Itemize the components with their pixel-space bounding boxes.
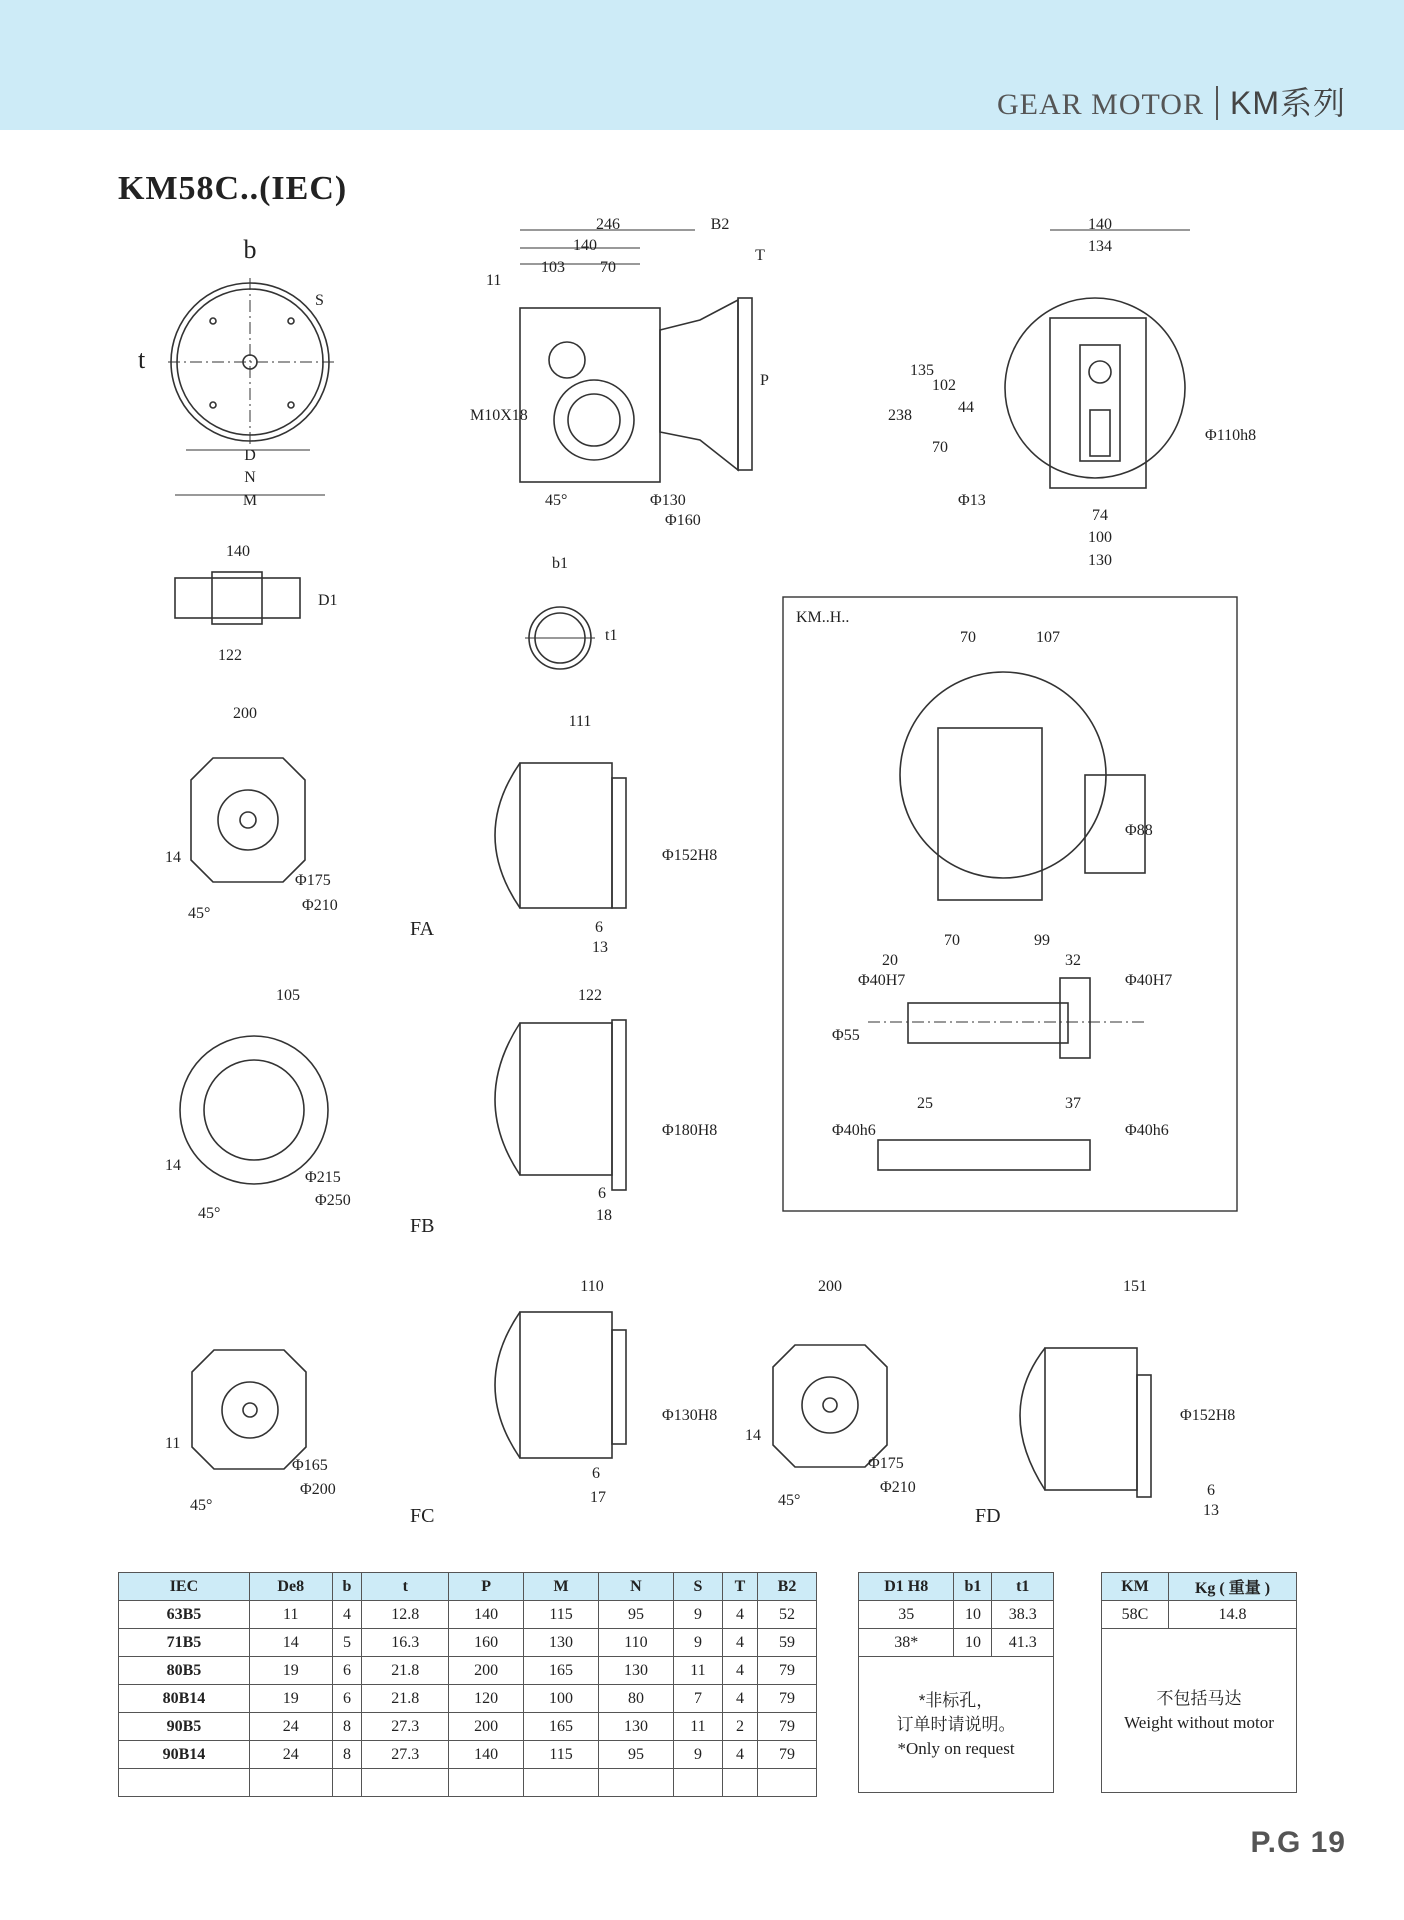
- bore-table-header-row: [859, 1573, 1054, 1601]
- iec-cell: 21.8: [362, 1685, 449, 1713]
- fa-side-dim-6: 6: [595, 919, 603, 936]
- iec-table: [118, 1572, 817, 1797]
- iec-cell: 11: [673, 1657, 722, 1685]
- end-dim-238: 238: [888, 407, 912, 424]
- fa-side-drawing: [495, 763, 626, 908]
- iec-cell: 63B5: [119, 1601, 250, 1629]
- iec-cell: 16.3: [362, 1629, 449, 1657]
- model-title: KM58C..(IEC): [118, 170, 348, 207]
- end-dim-d110h8: Φ110h8: [1205, 427, 1257, 444]
- weight-cell: 14.8: [1169, 1601, 1297, 1629]
- hole-dim-b1: b1: [552, 555, 568, 572]
- fa-side-dim-d152h8: Φ152H8: [662, 847, 718, 864]
- kmh-dim-d40h7-left: Φ40H7: [858, 972, 906, 989]
- weight-table: [1101, 1572, 1297, 1793]
- iec-cell: 71B5: [119, 1629, 250, 1657]
- bore-cell: 35: [859, 1601, 954, 1629]
- end-dim-74: 74: [1092, 507, 1108, 524]
- table-row: [119, 1741, 817, 1769]
- kmh-dim-20: 20: [882, 952, 898, 969]
- iec-cell: 4: [723, 1629, 758, 1657]
- iec-col-de8: De8: [249, 1573, 332, 1601]
- iec-cell: 11: [673, 1713, 722, 1741]
- iec-cell: 79: [757, 1713, 816, 1741]
- side-dim-11: 11: [486, 272, 502, 289]
- end-view-drawing: [1005, 230, 1190, 488]
- fd-side-dim-13: 13: [1203, 1502, 1219, 1519]
- fc-side-dim-17: 17: [590, 1489, 606, 1506]
- table-row: [119, 1629, 817, 1657]
- end-dim-134: 134: [1088, 238, 1112, 255]
- table-row: [119, 1657, 817, 1685]
- weight-note-cn: 不包括马达: [1156, 1688, 1242, 1708]
- iec-cell: 130: [599, 1657, 674, 1685]
- fb-flange-dim-14: 14: [165, 1157, 181, 1174]
- iec-col-t2: T: [723, 1573, 758, 1601]
- end-dim-130: 130: [1088, 552, 1112, 569]
- iec-cell: 4: [332, 1601, 362, 1629]
- table-row: [119, 1685, 817, 1713]
- iec-col-n: N: [599, 1573, 674, 1601]
- iec-col-s: S: [673, 1573, 722, 1601]
- fb-side-dim-122: 122: [578, 987, 602, 1004]
- bore-note: [859, 1657, 1054, 1793]
- fa-flange-dim-d175: Φ175: [295, 872, 331, 889]
- iec-col-t: t: [362, 1573, 449, 1601]
- header-title-text: GEAR MOTOR: [997, 88, 1204, 121]
- iec-cell: 90B14: [119, 1741, 250, 1769]
- side-dim-m10x18: M10X18: [470, 407, 528, 424]
- iec-cell: 95: [599, 1741, 674, 1769]
- iec-col-m: M: [524, 1573, 599, 1601]
- kmh-dim-d55: Φ55: [832, 1027, 860, 1044]
- fa-side-dim-111: 111: [568, 713, 592, 730]
- iec-col-b: b: [332, 1573, 362, 1601]
- kmh-drawing: [868, 672, 1145, 1170]
- iec-cell: 6: [332, 1685, 362, 1713]
- page-number: P.G 19: [1250, 1826, 1346, 1859]
- kmh-dim-107: 107: [1036, 629, 1060, 646]
- fd-label: FD: [975, 1505, 1001, 1527]
- front-dim-n: N: [244, 469, 256, 486]
- iec-cell: 200: [449, 1657, 524, 1685]
- iec-cell: 95: [599, 1601, 674, 1629]
- fc-flange-dim-11: 11: [165, 1435, 181, 1452]
- bore-note-cn-1: *非标孔，: [918, 1690, 994, 1710]
- iec-cell: 24: [249, 1741, 332, 1769]
- iec-cell: 59: [757, 1629, 816, 1657]
- iec-cell: 4: [723, 1601, 758, 1629]
- fd-flange-drawing: [773, 1345, 887, 1467]
- shaft-dim-122: 122: [218, 647, 242, 664]
- fa-label: FA: [410, 918, 435, 940]
- kmh-dim-37: 37: [1065, 1095, 1081, 1112]
- iec-cell: 200: [449, 1713, 524, 1741]
- fc-label: FC: [410, 1505, 435, 1527]
- side-dim-140: 140: [573, 237, 597, 254]
- fc-flange-dim-d165: Φ165: [292, 1457, 328, 1474]
- iec-cell: 130: [524, 1629, 599, 1657]
- iec-cell: 110: [599, 1629, 674, 1657]
- iec-cell: 80B5: [119, 1657, 250, 1685]
- iec-table-header-row: [119, 1573, 817, 1601]
- bore-cell: 38*: [859, 1629, 954, 1657]
- fa-side-dim-13: 13: [592, 939, 608, 956]
- weight-note: [1102, 1629, 1297, 1793]
- fb-side-drawing: [495, 1020, 626, 1190]
- kmh-dim-d88: Φ88: [1125, 822, 1153, 839]
- fc-side-dim-110: 110: [580, 1278, 604, 1295]
- end-dim-44: 44: [958, 399, 974, 416]
- iec-cell: 4: [723, 1685, 758, 1713]
- table-row: [119, 1713, 817, 1741]
- fb-flange-dim-d215: Φ215: [305, 1169, 341, 1186]
- weight-cell: 58C: [1102, 1601, 1169, 1629]
- bore-cell: 10: [954, 1601, 992, 1629]
- bore-col-t1: t1: [992, 1573, 1054, 1601]
- front-dim-m: M: [242, 492, 258, 509]
- iec-cell: 2: [723, 1713, 758, 1741]
- iec-cell: 5: [332, 1629, 362, 1657]
- side-dim-d130: Φ130: [650, 492, 686, 509]
- iec-cell: 9: [673, 1601, 722, 1629]
- fb-flange-dim-d250: Φ250: [315, 1192, 351, 1209]
- side-dim-70: 70: [600, 259, 616, 276]
- iec-cell: 21.8: [362, 1657, 449, 1685]
- bore-table: [858, 1572, 1054, 1793]
- fc-side-dim-6: 6: [592, 1465, 600, 1482]
- iec-cell: 24: [249, 1713, 332, 1741]
- iec-cell: 27.3: [362, 1713, 449, 1741]
- iec-cell: 80B14: [119, 1685, 250, 1713]
- fd-side-dim-d152h8: Φ152H8: [1180, 1407, 1236, 1424]
- kmh-dim-d40h7-right: Φ40H7: [1125, 972, 1173, 989]
- kmh-dim-99: 99: [1034, 932, 1050, 949]
- fb-flange-drawing: [180, 1036, 328, 1184]
- end-dim-140: 140: [1088, 216, 1112, 233]
- fa-flange-dim-14: 14: [165, 849, 181, 866]
- fa-flange-drawing: [191, 758, 305, 882]
- fc-flange-dim-d200: Φ200: [300, 1481, 336, 1498]
- iec-cell: 12.8: [362, 1601, 449, 1629]
- end-dim-70: 70: [932, 439, 948, 456]
- fb-flange-dim-45: 45°: [198, 1205, 221, 1222]
- bore-note-en: *Only on request: [897, 1738, 1015, 1758]
- iec-cell: 9: [673, 1629, 722, 1657]
- fa-flange-dim-200: 200: [233, 705, 257, 722]
- end-dim-100: 100: [1088, 529, 1112, 546]
- hole-dim-t1: t1: [605, 627, 618, 644]
- fa-flange-dim-d210: Φ210: [302, 897, 338, 914]
- fd-flange-dim-d175: Φ175: [868, 1455, 904, 1472]
- iec-cell: 11: [249, 1601, 332, 1629]
- bore-col-b1: b1: [954, 1573, 992, 1601]
- side-dim-103: 103: [541, 259, 565, 276]
- table-row: [859, 1629, 1054, 1657]
- fd-side-dim-151: 151: [1123, 1278, 1147, 1295]
- iec-cell: 14: [249, 1629, 332, 1657]
- fb-side-dim-6: 6: [598, 1185, 606, 1202]
- kmh-dim-32: 32: [1065, 952, 1081, 969]
- iec-cell: 6: [332, 1657, 362, 1685]
- iec-col-p: P: [449, 1573, 524, 1601]
- weight-col-kg: Kg ( 重量 ): [1169, 1573, 1297, 1601]
- bore-cell: 38.3: [992, 1601, 1054, 1629]
- fb-label: FB: [410, 1215, 435, 1237]
- side-dim-45: 45°: [545, 492, 568, 509]
- fc-flange-dim-45: 45°: [190, 1497, 213, 1514]
- fd-flange-dim-45: 45°: [778, 1492, 801, 1509]
- iec-cell: 165: [524, 1713, 599, 1741]
- side-dim-p: P: [760, 372, 769, 389]
- kmh-label: KM..H..: [796, 609, 850, 626]
- iec-cell: 100: [524, 1685, 599, 1713]
- bore-col-d1h8: D1 H8: [859, 1573, 954, 1601]
- kmh-box: [783, 597, 1237, 1211]
- fb-side-dim-18: 18: [596, 1207, 612, 1224]
- iec-cell: 9: [673, 1741, 722, 1769]
- side-dim-d160: Φ160: [665, 512, 701, 529]
- weight-col-km: KM: [1102, 1573, 1169, 1601]
- iec-cell: 8: [332, 1741, 362, 1769]
- iec-cell: 115: [524, 1601, 599, 1629]
- fb-side-dim-d180h8: Φ180H8: [662, 1122, 718, 1139]
- shaft-dim-140: 140: [226, 543, 250, 560]
- iec-cell: 52: [757, 1601, 816, 1629]
- side-dim-b2: B2: [710, 216, 730, 233]
- kmh-dim-d40h6-left: Φ40h6: [832, 1122, 876, 1139]
- bore-cell: 41.3: [992, 1629, 1054, 1657]
- iec-cell: 79: [757, 1685, 816, 1713]
- bore-note-cn-2: 订单时请说明。: [896, 1714, 1016, 1734]
- iec-cell: 130: [599, 1713, 674, 1741]
- weight-table-header-row: [1102, 1573, 1297, 1601]
- fd-flange-dim-200: 200: [818, 1278, 842, 1295]
- kmh-dim-25: 25: [917, 1095, 933, 1112]
- shaft-dim-d1: D1: [318, 592, 338, 609]
- iec-cell: 160: [449, 1629, 524, 1657]
- iec-cell: 80: [599, 1685, 674, 1713]
- table-row: [1102, 1601, 1297, 1629]
- side-dim-246: 246: [596, 216, 620, 233]
- fc-side-dim-d130h8: Φ130H8: [662, 1407, 718, 1424]
- kmh-dim-70b: 70: [944, 932, 960, 949]
- table-row: [859, 1601, 1054, 1629]
- header-series: KM系列: [1229, 85, 1346, 121]
- end-dim-102: 102: [932, 377, 956, 394]
- iec-cell: 140: [449, 1741, 524, 1769]
- front-dim-s: S: [315, 292, 324, 309]
- hole-drawing: [525, 607, 595, 669]
- iec-cell: 120: [449, 1685, 524, 1713]
- iec-cell: 27.3: [362, 1741, 449, 1769]
- table-row: [119, 1601, 817, 1629]
- fd-side-drawing: [1020, 1348, 1151, 1497]
- iec-cell: 4: [723, 1657, 758, 1685]
- iec-cell: 79: [757, 1741, 816, 1769]
- end-dim-d13: Φ13: [958, 492, 986, 509]
- iec-cell: 140: [449, 1601, 524, 1629]
- front-dim-b: b: [243, 235, 257, 264]
- iec-cell: 115: [524, 1741, 599, 1769]
- fd-side-dim-6: 6: [1207, 1482, 1215, 1499]
- fc-flange-drawing: [192, 1350, 306, 1469]
- kmh-dim-d40h6-right: Φ40h6: [1125, 1122, 1169, 1139]
- front-dim-d: D: [244, 447, 256, 464]
- iec-cell: 19: [249, 1657, 332, 1685]
- fd-flange-dim-d210: Φ210: [880, 1479, 916, 1496]
- iec-cell: 79: [757, 1657, 816, 1685]
- iec-cell: 165: [524, 1657, 599, 1685]
- side-dim-t: T: [755, 247, 765, 264]
- end-dim-135: 135: [910, 362, 934, 379]
- bore-note-row: [859, 1657, 1054, 1793]
- fa-flange-dim-45: 45°: [188, 905, 211, 922]
- iec-col-b2: B2: [757, 1573, 816, 1601]
- iec-cell: 19: [249, 1685, 332, 1713]
- iec-cell: 8: [332, 1713, 362, 1741]
- bore-cell: 10: [954, 1629, 992, 1657]
- iec-cell: 7: [673, 1685, 722, 1713]
- weight-note-row: [1102, 1629, 1297, 1793]
- front-dim-t: t: [138, 345, 146, 374]
- fc-side-drawing: [495, 1312, 626, 1458]
- iec-cell: 4: [723, 1741, 758, 1769]
- table-row-empty: [119, 1769, 817, 1797]
- kmh-dim-70a: 70: [960, 629, 976, 646]
- weight-note-en: Weight without motor: [1124, 1712, 1274, 1732]
- fd-flange-dim-14: 14: [745, 1427, 761, 1444]
- shaft-drawing: [175, 572, 300, 624]
- fb-flange-dim-105: 105: [276, 987, 300, 1004]
- iec-col-iec: IEC: [119, 1573, 250, 1601]
- iec-cell: 90B5: [119, 1713, 250, 1741]
